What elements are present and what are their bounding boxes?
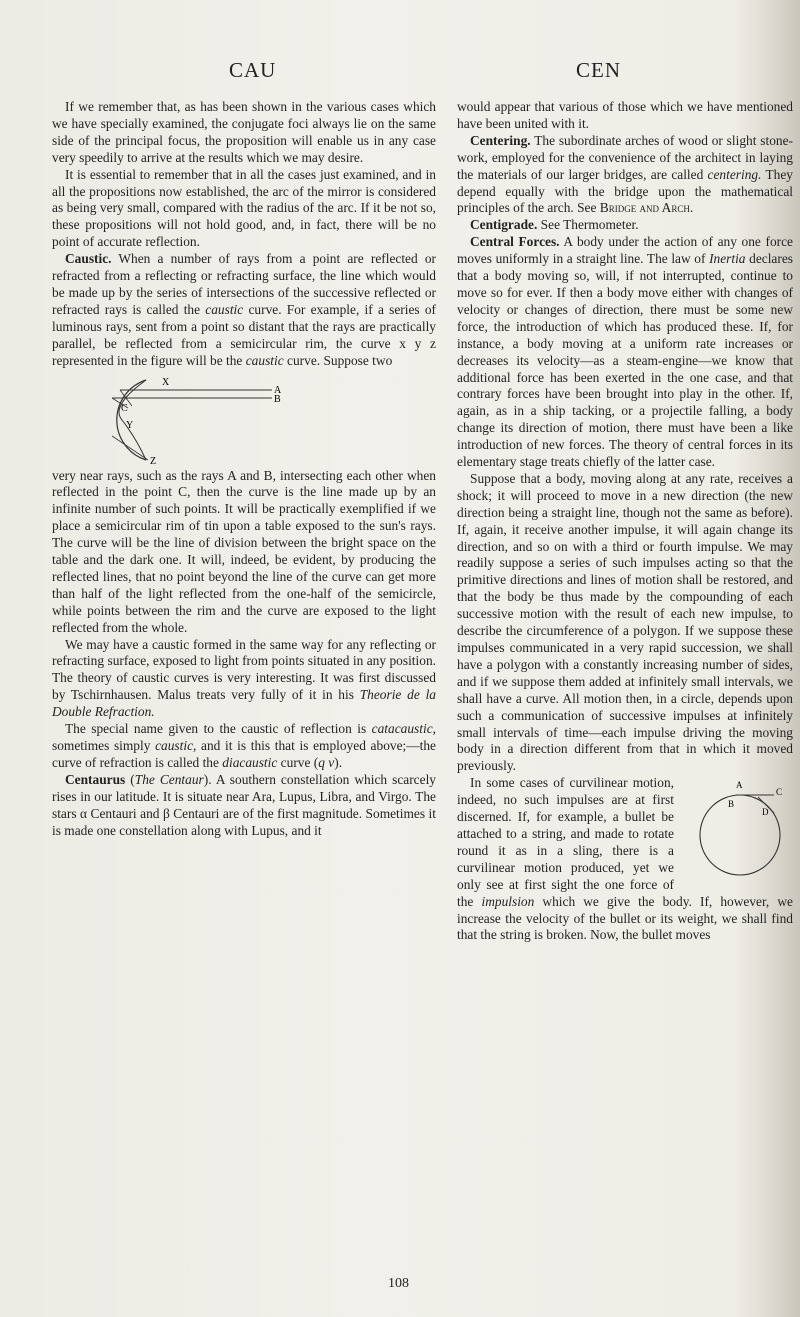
- label-c: C: [776, 787, 783, 798]
- label-a: A: [736, 780, 743, 791]
- left-column: [52, 99, 436, 839]
- headword-centaurus: Centaurus: [65, 771, 126, 787]
- headword-centigrade: Centigrade.: [470, 217, 538, 233]
- headword-centering: Centering.: [470, 132, 531, 148]
- running-head-right: CEN: [576, 58, 621, 82]
- paragraph-conjugate-foci: If we remember that, as has been shown in the various cases which we have specially examined, the conjugate foci always lie on the same side of the principal focus, the proposition will enable us in any case very speedily to arrive at the results which we may desire.: [52, 99, 436, 165]
- page-header: [0, 58, 800, 88]
- label-x: X: [162, 376, 170, 388]
- entry-centigrade: Centigrade. See Thermometer.: [470, 217, 639, 233]
- entry-caustic: Caustic. When a number of rays from a point are reflected or refracted from a reflecting or refracting surface, the line which would be made up by the series of intersections of the successive reflected or refracted rays is called the caustic curve. For example, if a series of luminous rays, sent from a point so distant that the rays are practically parallel, be reflected from a semicircular rim, the curve x y z represented in the figure will be the caustic curve. Suppose two: [52, 251, 437, 368]
- running-head-left: CAU: [229, 58, 277, 82]
- paragraph-caustic-theory: We may have a caustic formed in the same way for any reflecting or refracting surface, exposed to light from points situated in any position. The theory of caustic curves is very interesting. It was first discussed by Tschirnhausen. Malus treats very fully of it in his Theorie de la Double Refraction.: [52, 636, 437, 720]
- label-b: B: [728, 799, 735, 810]
- page-number: 108: [388, 1276, 409, 1291]
- paragraph-arc-small: It is essential to remember that in all the cases just examined, and in all the propositions now established, the arc of the mirror is considered as being very small, compared with the radius of the arc. If it be not so, these propositions will not hold good, and, in fact, there will be no point of accurate reflection.: [52, 166, 436, 250]
- caustic-curve-figure: [76, 376, 286, 464]
- label-z: Z: [150, 455, 157, 464]
- label-d: D: [762, 807, 769, 818]
- paragraph-impulses: Suppose that a body, moving along at any rate, receives a shock; it will proceed to move in a new direction (the new direction being a straight line, though not the same as before). If, again, it receive another impulse, it will again change its direction, and so on with a third or fourth impulse. We may readily suppose a series of such impulses acting so that the primitive directions and lines of motion shall be restored, and that the body be thus made by the compounding of each successive motion with the result of each new impulse, to describe the circumference of a polygon. If we suppose these impulses communicated in a very rapid succession, we shall have a polygon with a constantly increasing number of sides, and if we suppose them added at infinitely small intervals, we shall have a curve. All motion then, in a circle, depends upon such a communication of successive impulses at infinitely small intervals of time—each impulse driving the moving body in a direction different from that in which it moved previously.: [457, 470, 793, 774]
- paragraph-continuation: would appear that various of those which we have mentioned have been united with it.: [457, 99, 793, 131]
- paragraph-catacaustic: The special name given to the caustic of reflection is catacaustic, sometimes simply caustic, and it is this that is employed above;—the curve of refraction is called the diacaustic curve (q v).: [52, 721, 437, 770]
- entry-central-forces: Central Forces. A body under the action of any one force moves uniformly in a straight line. The law of Inertia declares that a body moving so, will, if not interrupted, continue to move so for ever. If then a body move either with changes of velocity or changes of direction, there must be some new force, the introduction of which has produced these. If, for instance, a body moving at a uniform rate increases or decreases its velocity—as a steam-engine—we know that additional force has been exerted in the one case, and that contrary forces have been brought into play in the other. If, again, as in a ship tacking, or a projectile falling, a body change its direction of motion, there must have been a like introduction of new forces. The theory of central forces in its elementary stage treats chiefly of the latter case.: [457, 234, 793, 470]
- label-b: B: [274, 393, 281, 405]
- label-y: Y: [126, 419, 134, 431]
- circular-motion-figure: [678, 775, 793, 880]
- right-column: [457, 99, 793, 944]
- headword-caustic: Caustic.: [65, 251, 112, 267]
- label-c: C: [121, 402, 128, 414]
- headword-central-forces: Central Forces.: [470, 234, 560, 250]
- label-a: A: [274, 384, 282, 396]
- entry-centaurus: Centaurus (The Centaur). A southern constellation which scarcely rises in our latitude. It is situate near Ara, Lupus, Libra, and Virgo. The stars α Centauri and β Centauri are of the first magnitude. Sometimes it is made one constellation along with Lupus, and it: [52, 771, 436, 838]
- paragraph-curvilinear: A B C D In some cases of curvilinear motion, indeed, no such impulses are at first discerned. If, for example, a bullet be attached to a string, and made to rotate round it as in a sling, there is a curvilinear motion produced, yet we only see at first sight the one force of the impulsion which we give the body. If, however, we increase the velocity of the bullet or its weight, we shall find that the string is broken. Now, the bullet moves: [457, 775, 793, 943]
- ray-lower: [112, 436, 148, 460]
- entry-centering: Centering. The subordinate arches of wood or slight stone-work, employed for the convenience of the architect in laying the materials of our larger bridges, are called centering. They depend equally with the bridge upon the mathematical principles of the arch. See Bridge and Arch.: [457, 132, 793, 216]
- paragraph-near-rays: very near rays, such as the rays A and B, intersecting each other when reflected in the point C, then the curve is the line made up by an infinite number of such points. It will be practically exemplified if we place a semicircular rim of tin upon a table exposed to the sun's rays. The curve will be the line of division between the bright space on the table and the dark one. It will, indeed, be evident, by producing the reflected lines, that no point beyond the line of the curve can get more than half of the light reflected from the one-half of the semicircle, while points between the rim and the curve are exposed to the light reflected from the whole.: [52, 467, 436, 635]
